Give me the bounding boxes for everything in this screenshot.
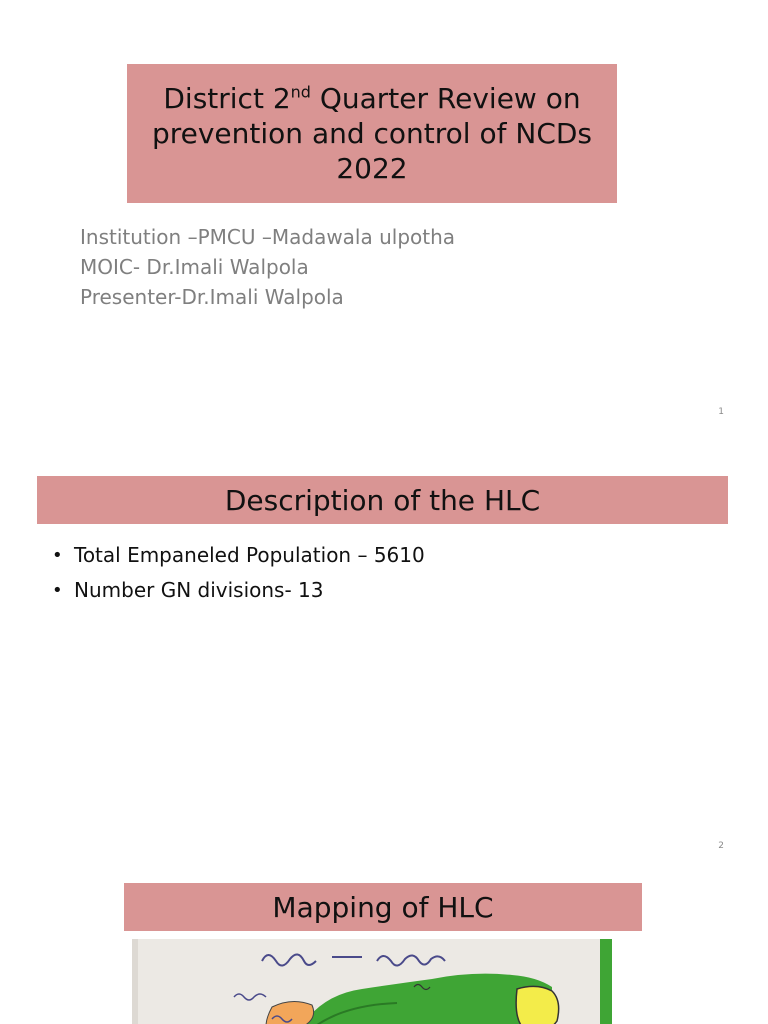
slide-1-title-box	[127, 64, 617, 203]
hand-drawn-map-image	[132, 939, 612, 1024]
slide-1	[0, 0, 768, 434]
slide-1-subtitle	[80, 222, 455, 312]
slide-number-1: 1	[718, 407, 724, 417]
bullet-icon: •	[52, 580, 63, 601]
slide-3-title-box	[124, 883, 642, 931]
slide-number-2: 2	[718, 841, 724, 851]
title-line-2: prevention and control of NCDs	[151, 117, 593, 150]
slide-2-title: Description of the HLC	[224, 483, 541, 517]
title-text-part2: Quarter Review on	[310, 82, 581, 115]
hlc-map-photo	[132, 939, 612, 1024]
slide-2	[0, 434, 768, 858]
subtitle-moic: MOIC- Dr.Imali Walpola	[80, 255, 309, 279]
bullet-icon: •	[52, 545, 63, 566]
title-superscript: nd	[290, 82, 311, 102]
subtitle-institution: Institution –PMCU –Madawala ulpotha	[80, 225, 456, 249]
subtitle-presenter: Presenter-Dr.Imali Walpola	[80, 285, 344, 309]
title-text-part1: District 2	[163, 82, 291, 115]
bullet-text: Number GN divisions- 13	[74, 578, 324, 602]
slide-2-bullet-list	[52, 538, 425, 608]
slide-2-title-box	[37, 476, 728, 524]
slide-3	[0, 858, 768, 1024]
slide-3-title: Mapping of HLC	[272, 890, 494, 924]
bullet-item-gn-divisions	[52, 573, 425, 608]
slide-1-title	[152, 81, 592, 186]
bullet-item-population	[52, 538, 425, 573]
bullet-text: Total Empaneled Population – 5610	[74, 543, 425, 567]
title-line-3: 2022	[336, 152, 408, 185]
